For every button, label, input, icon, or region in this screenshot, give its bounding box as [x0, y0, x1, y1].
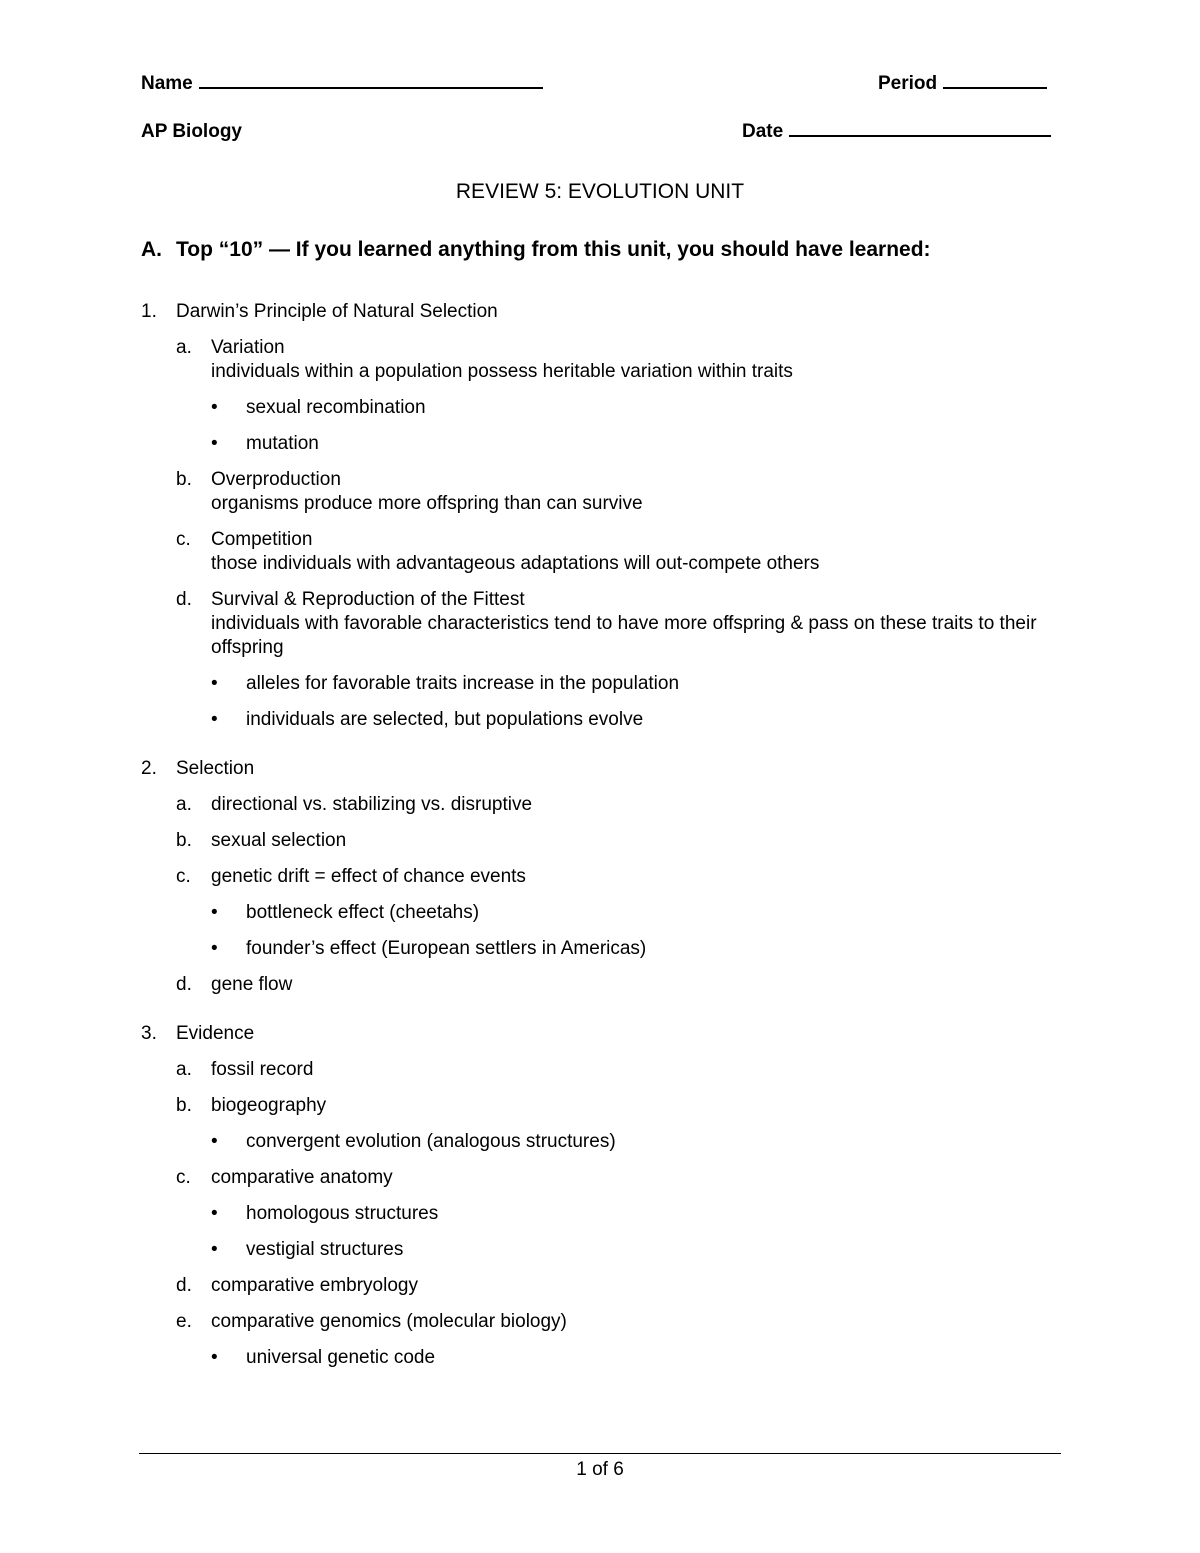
subitem-letter: d. [176, 974, 192, 995]
outline-item [141, 757, 1041, 997]
subitem-letter: e. [176, 1311, 192, 1332]
subitem-title: gene flow [211, 974, 293, 995]
subitem-letter: a. [176, 794, 192, 815]
period-blank-line[interactable] [943, 73, 1047, 89]
bullet-icon: • [211, 1131, 218, 1152]
item-title: Darwin’s Principle of Natural Selection [176, 301, 498, 322]
subitem-title: directional vs. stabilizing vs. disruptive [211, 794, 533, 815]
bullet-point [211, 1238, 1041, 1262]
outline-subitem [176, 973, 1041, 997]
name-label: Name [141, 73, 193, 94]
bullet-point [211, 672, 1041, 696]
outline-list [141, 300, 1041, 1370]
period-field [878, 73, 1047, 95]
bullet-icon: • [211, 397, 218, 418]
outline-subitem [176, 528, 1041, 576]
subitem-description: individuals within a population possess heritable variation within traits [211, 361, 793, 382]
outline-subitem [176, 1094, 1041, 1154]
bullet-text: founder’s effect (European settlers in Americas) [246, 938, 647, 959]
bullet-point [211, 396, 1041, 420]
document-title: REVIEW 5: EVOLUTION UNIT [455, 180, 745, 203]
bullet-icon: • [211, 673, 218, 694]
subitem-description: organisms produce more offspring than can survive [211, 493, 643, 514]
subitem-title: genetic drift = effect of chance events [211, 866, 526, 887]
item-number: 2. [141, 758, 157, 779]
bullet-point [211, 937, 1041, 961]
page-number: 1 of 6 [576, 1459, 624, 1480]
subitem-letter: a. [176, 337, 192, 358]
subitem-letter: d. [176, 1275, 192, 1296]
bullet-text: mutation [246, 433, 319, 454]
subitem-title: sexual selection [211, 830, 347, 851]
bullet-icon: • [211, 433, 218, 454]
subitem-letter: b. [176, 469, 192, 490]
subitem-title: biogeography [211, 1095, 327, 1116]
bullet-text: alleles for favorable traits increase in the population [246, 673, 680, 694]
bullet-point [211, 432, 1041, 456]
subitem-title: Competition [211, 529, 313, 550]
name-field [141, 73, 543, 95]
subitem-letter: a. [176, 1059, 192, 1080]
subitem-title: Overproduction [211, 469, 341, 490]
subitem-letter: b. [176, 1095, 192, 1116]
subitem-description: those individuals with advantageous adaptations will out-compete others [211, 553, 820, 574]
bullet-point [211, 708, 1041, 732]
bullet-text: sexual recombination [246, 397, 426, 418]
bullet-text: vestigial structures [246, 1239, 404, 1260]
outline-subitem [176, 793, 1041, 817]
subitem-title: comparative anatomy [211, 1167, 393, 1188]
date-label: Date [742, 121, 784, 142]
subitem-letter: c. [176, 866, 191, 887]
subitem-letter: d. [176, 589, 192, 610]
date-field [742, 121, 1051, 143]
outline-subitem [176, 1058, 1041, 1082]
bullet-text: homologous structures [246, 1203, 439, 1224]
outline-subitem [176, 468, 1041, 516]
bullet-point [211, 1346, 1041, 1370]
outline-subitem [176, 336, 1041, 456]
outline-subitem [176, 1310, 1041, 1370]
section-letter: A. [141, 238, 162, 261]
bullet-point [211, 1130, 1041, 1154]
section-heading [141, 238, 931, 262]
subitem-letter: c. [176, 529, 191, 550]
bullet-icon: • [211, 938, 218, 959]
subitem-title: fossil record [211, 1059, 314, 1080]
outline-item [141, 1022, 1041, 1370]
outline-subitem [176, 865, 1041, 961]
outline-subitem [176, 588, 1041, 732]
outline-subitem [176, 1274, 1041, 1298]
outline-subitem [176, 1166, 1041, 1262]
subitem-description: individuals with favorable characteristics tend to have more offspring & pass on these traits to their offspring [211, 613, 1037, 658]
bullet-point [211, 1202, 1041, 1226]
subitem-title: comparative embryology [211, 1275, 418, 1296]
outline-item [141, 300, 1041, 732]
bullet-icon: • [211, 709, 218, 730]
bullet-text: individuals are selected, but populations evolve [246, 709, 644, 730]
bullet-text: bottleneck effect (cheetahs) [246, 902, 480, 923]
item-title: Evidence [176, 1023, 255, 1044]
subitem-title: comparative genomics (molecular biology) [211, 1311, 567, 1332]
subitem-letter: c. [176, 1167, 191, 1188]
date-blank-line[interactable] [789, 121, 1051, 137]
subitem-title: Survival & Reproduction of the Fittest [211, 589, 525, 610]
section-heading-text: Top “10” — If you learned anything from this unit, you should have learned: [176, 238, 931, 261]
footer-divider [139, 1453, 1061, 1454]
outline-subitem [176, 829, 1041, 853]
item-number: 1. [141, 301, 157, 322]
subitem-title: Variation [211, 337, 285, 358]
name-blank-line[interactable] [199, 73, 543, 89]
period-label: Period [878, 73, 938, 94]
item-number: 3. [141, 1023, 157, 1044]
bullet-text: universal genetic code [246, 1347, 436, 1368]
bullet-text: convergent evolution (analogous structures) [246, 1131, 616, 1152]
item-title: Selection [176, 758, 255, 779]
bullet-icon: • [211, 1203, 218, 1224]
bullet-icon: • [211, 1347, 218, 1368]
bullet-icon: • [211, 1239, 218, 1260]
course-name: AP Biology [141, 121, 242, 142]
subitem-letter: b. [176, 830, 192, 851]
bullet-point [211, 901, 1041, 925]
bullet-icon: • [211, 902, 218, 923]
